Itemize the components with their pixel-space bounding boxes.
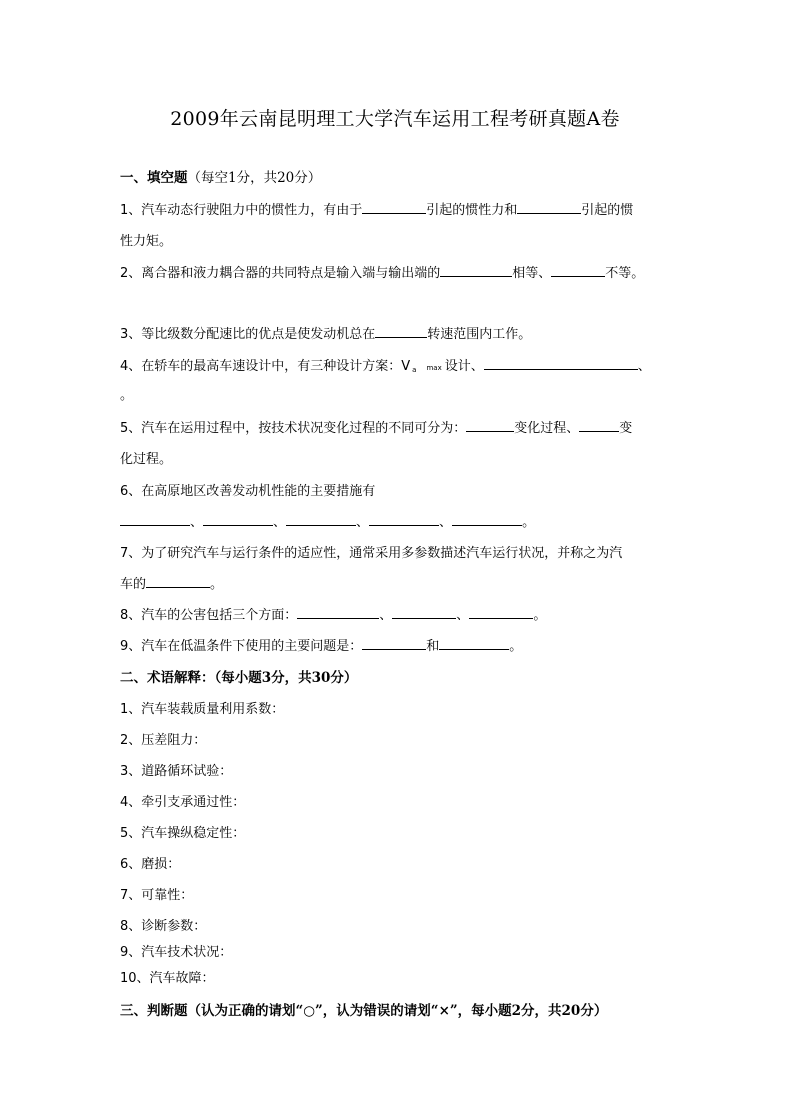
q8-blank-2[interactable] — [392, 606, 456, 619]
q6-blank-1[interactable] — [120, 513, 190, 526]
q5-text-a: 5、汽车在运用过程中，按技术状况变化过程的不同可分为： — [120, 421, 467, 436]
term-item-9: 9、汽车技术状况： — [120, 945, 233, 960]
q8-text-a: 8、汽车的公害包括三个方面： — [120, 608, 298, 623]
q4-text-c: 、 — [637, 359, 651, 374]
question-1-cont: 性力矩。 — [120, 234, 173, 249]
q6-blank-2[interactable] — [203, 513, 273, 526]
question-6-blanks — [120, 511, 535, 530]
q9-text-b: 和 — [426, 639, 440, 654]
q3-text-a: 3、等比级数分配速比的优点是使发动机总在 — [120, 327, 376, 342]
q3-blank-1[interactable] — [375, 325, 427, 338]
q7-blank-1[interactable] — [146, 575, 210, 588]
term-item-6: 6、磨损： — [120, 857, 181, 872]
question-5-cont: 化过程。 — [120, 452, 173, 467]
question-6: 6、在高原地区改善发动机性能的主要措施有 — [120, 484, 376, 499]
q1-text-a: 1、汽车动态行驶阻力中的惯性力，有由于 — [120, 203, 363, 218]
q9-blank-2[interactable] — [439, 637, 509, 650]
question-3 — [120, 323, 531, 342]
q5-blank-2[interactable] — [579, 419, 619, 432]
q2-blank-2[interactable] — [551, 264, 605, 277]
question-7: 7、为了研究汽车与运行条件的适应性，通常采用多参数描述汽车运行状况，并称之为汽 — [120, 546, 623, 561]
section-3-heading: 三、判断题（认为正确的请划“○”，认为错误的请划“×”，每小题2分，共20分） — [120, 1003, 608, 1019]
question-7-cont — [120, 573, 223, 592]
q6-blank-4[interactable] — [369, 513, 439, 526]
q5-text-c: 变 — [619, 421, 633, 436]
term-item-7: 7、可靠性： — [120, 888, 194, 903]
term-item-3: 3、道路循环试验： — [120, 764, 233, 779]
term-item-1: 1、汽车装载质量利用系数： — [120, 702, 285, 717]
section-2-heading: 二、术语解释：（每小题3分，共30分） — [120, 670, 358, 686]
q6-sep-1: 、 — [190, 515, 204, 530]
q8-sep-1: 、 — [379, 608, 393, 623]
section-heading-fill-in — [120, 166, 321, 186]
q1-text-b: 引起的惯性力和 — [426, 203, 518, 218]
q6-blank-5[interactable] — [452, 513, 522, 526]
term-item-10: 10、汽车故障： — [120, 971, 215, 986]
q8-sep-2: 、 — [456, 608, 470, 623]
q1-blank-2[interactable] — [517, 201, 581, 214]
question-2 — [120, 262, 644, 281]
q2-blank-1[interactable] — [440, 264, 512, 277]
q9-text-c: 。 — [509, 639, 523, 654]
q8-blank-1[interactable] — [297, 606, 379, 619]
page-title: 2009年云南昆明理工大学汽车运用工程考研真题A卷 — [170, 108, 620, 130]
question-1 — [120, 199, 633, 218]
q7-text-b: 车的 — [120, 577, 147, 592]
question-9 — [120, 635, 522, 654]
q6-sep-3: 、 — [356, 515, 370, 530]
q1-blank-1[interactable] — [362, 201, 426, 214]
q4-text-b: 设计、 — [444, 359, 484, 374]
term-item-2: 2、压差阻力： — [120, 733, 207, 748]
q6-blank-3[interactable] — [286, 513, 356, 526]
q4-subscript: a — [412, 366, 417, 374]
q4-blank-1[interactable] — [484, 357, 638, 370]
section-1-note: （每空1分，共20分） — [187, 170, 322, 186]
question-4-cont: 。 — [120, 388, 134, 403]
q3-text-b: 转速范围内工作。 — [427, 327, 532, 342]
q8-end: 。 — [533, 608, 547, 623]
q2-text-b: 相等、 — [512, 266, 552, 281]
q9-text-a: 9、汽车在低温条件下使用的主要问题是： — [120, 639, 363, 654]
term-item-5: 5、汽车操纵稳定性： — [120, 826, 246, 841]
q1-text-c: 引起的惯 — [581, 203, 634, 218]
term-item-8: 8、诊断参数： — [120, 919, 207, 934]
term-item-4: 4、牵引支承通过性： — [120, 795, 246, 810]
q8-blank-3[interactable] — [469, 606, 533, 619]
question-8 — [120, 604, 546, 623]
q5-text-b: 变化过程、 — [514, 421, 580, 436]
q9-blank-1[interactable] — [362, 637, 426, 650]
q4-max: max — [426, 364, 442, 372]
q5-blank-1[interactable] — [466, 419, 514, 432]
q2-text-a: 2、离合器和液力耦合器的共同特点是输入端与输出端的 — [120, 266, 441, 281]
q7-text-c: 。 — [210, 577, 224, 592]
q4-text-a: 4、在轿车的最高车速设计中，有三种设计方案：V — [120, 359, 411, 374]
question-4 — [120, 355, 651, 374]
q6-sep-2: 、 — [273, 515, 287, 530]
section-1-heading: 一、填空题 — [120, 170, 188, 186]
q2-text-c: 不等。 — [605, 266, 645, 281]
q6-end: 。 — [522, 515, 536, 530]
q6-sep-4: 、 — [439, 515, 453, 530]
question-5 — [120, 417, 632, 436]
